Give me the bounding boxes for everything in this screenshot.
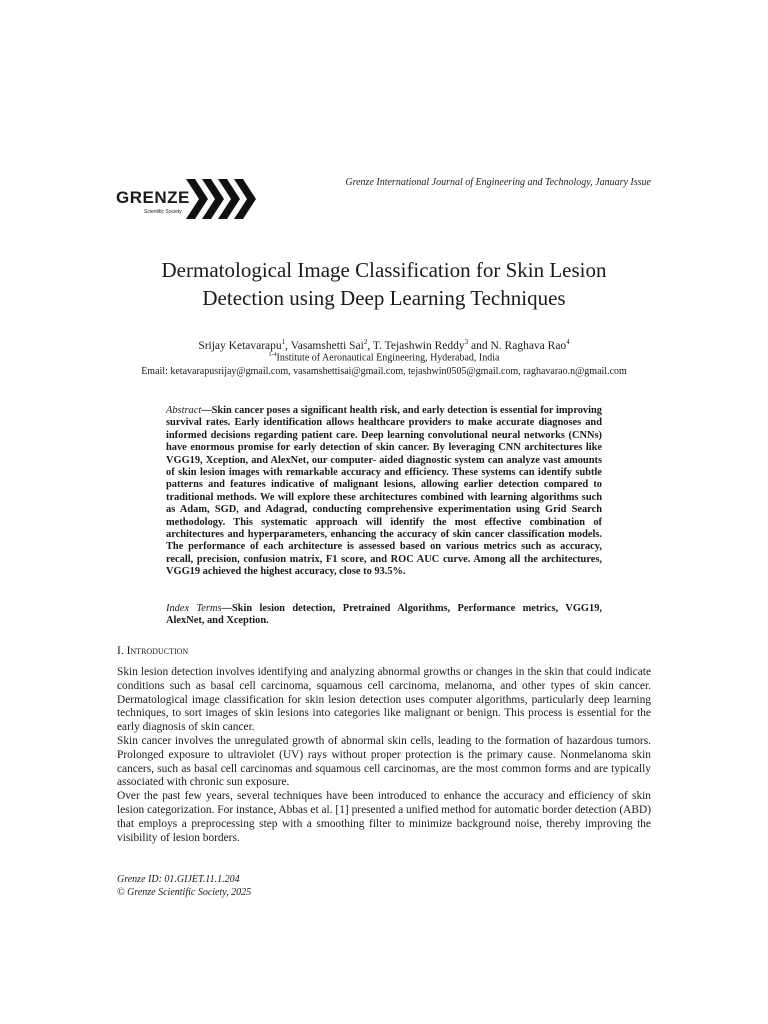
grenze-id: Grenze ID: 01.GIJET.11.1.204 [117,874,240,885]
index-terms [166,603,602,628]
title-line-2: Detection using Deep Learning Techniques [202,286,566,310]
author-name: Vasamshetti Sai [290,339,364,352]
index-terms-label: Index Terms [166,603,222,614]
author-sup: 2 [363,338,368,346]
abstract [166,405,602,579]
abstract-text: —Skin cancer poses a significant health risk, and early detection is essential for improving survival rates. Early identification allows healthcare providers to make accurate diagnoses and informed decisions regarding patient care. Deep learning convolutional neural networks (CNNs) have enormous promise for early detection of skin cancer. By leveraging CNN architectures like VGG19, Xception, and AlexNet, our computer- aided diagnostic system can analyze vast amounts of skin lesion images with remarkable accuracy and efficiency. These systems can identify subtle patterns and features indicative of malignant lesions, allowing earlier detection compared to traditional methods. We will explore these architectures combined with learning algorithms such as Adam, SGD, and Adagrad, conducting comprehensive experimentation using Grid Search methodology. This systematic approach will identify the most effective combination of architectures and hyperparameters, enhancing the accuracy of skin cancer classification models. The performance of each architecture is assessed based on various metrics such as accuracy, recall, precision, confusion matrix, F1 score, and ROC AUC curve. Among all the architectures, VGG19 achieved the highest accuracy, close to 93.5%. [166,405,602,578]
author-sup: 1 [281,338,286,346]
author-name: T. Tejashwin Reddy [372,339,465,352]
paragraph: Skin cancer involves the unregulated growth of abnormal skin cells, leading to the formation of hazardous tumors. Prolonged exposure to ultraviolet (UV) rays without proper protection is the primary cause. Nonmelanoma skin cancers, such as basal cell carcinomas and squamous cell carcinomas, are the most common forms and are typically associated with chronic sun exposure. [117,734,651,789]
index-terms-text: —Skin lesion detection, Pretrained Algorithms, Performance metrics, VGG19, AlexNet, and Xception. [166,603,602,627]
author-emails: Email: ketavarapusrijay@gmail.com, vasamshettisai@gmail.com, tejashwin0505@gmail.com, raghavarao.n@gmail.com [141,366,627,377]
author-list: Srijay Ketavarapu$^1$, Vasamshetti Sai$^2$, T. Tejashwin Reddy$^3$ and N. Raghava Rao$^4$ [198,338,570,352]
logo-wordmark: GRENZE [116,188,190,207]
affiliation-sup: 1-4 [268,352,277,358]
page-footer [117,873,251,899]
author-sup: 3 [464,338,469,346]
introduction-body [117,666,651,845]
author-name: Srijay Ketavarapu [198,339,282,352]
paragraph: Over the past few years, several techniques have been introduced to enhance the accuracy and efficiency of skin lesion categorization. For instance, Abbas et al. [1] presented a unified method for automatic border detection (ABD) that employs a preprocessing step with a smoothing filter to minimize background noise, thereby improving the visibility of lesion borders. [117,790,651,844]
affiliation-text: Institute of Aeronautical Engineering, Hyderabad, India [276,352,500,364]
affiliation [0,352,768,363]
grenze-logo [116,176,266,222]
title-line-1: Dermatological Image Classification for Skin Lesion [161,258,607,282]
section-heading: I. Introduction [117,645,189,657]
author-name: N. Raghava Rao [490,339,567,352]
copyright: © Grenze Scientific Society, 2025 [117,887,252,898]
journal-name: Grenze International Journal of Engineering and Technology, January Issue [345,177,651,188]
logo-subtitle: Scientific Society [144,209,182,215]
paper-title [0,256,768,312]
abstract-label: Abstract [166,405,202,416]
chevron-arrows-icon [186,176,262,222]
author-sup: 4 [566,338,570,346]
paragraph: Skin lesion detection involves identifying and analyzing abnormal growths or changes in the skin that could indicate conditions such as basal cell carcinoma, squamous cell carcinoma, melanoma, and other types of skin cancer. Dermatological image classification for skin lesion detection uses computer algorithms, particularly deep learning techniques, to sort images of skin lesions into categories like malignant or benign. This process is essential for the early diagnosis of skin cancer. [117,666,651,734]
